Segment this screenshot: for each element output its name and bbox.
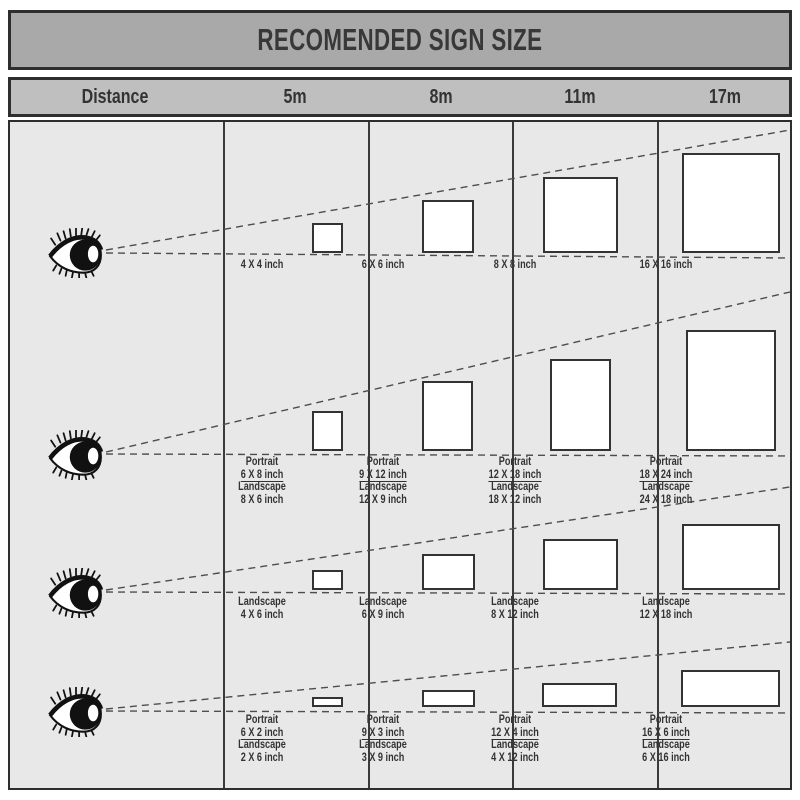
sign-square-5m	[312, 223, 343, 253]
col-header-11m: 11m	[564, 86, 596, 108]
sign-label: 16 X 16 inch	[639, 257, 693, 271]
sign-landscape-8m	[422, 554, 475, 590]
sign-label: Landscape 8 X 12 inch	[491, 594, 539, 621]
sign-label: 4 X 4 inch	[240, 257, 284, 271]
col-header-distance: Distance	[81, 86, 149, 108]
sign-banner-8m	[422, 690, 475, 707]
sign-label: Portrait 6 X 8 inch Landscape 8 X 6 inch	[238, 454, 286, 506]
diagram-body	[8, 120, 792, 790]
sign-portrait-5m	[312, 411, 343, 451]
title-bar	[8, 10, 792, 70]
sign-label: 6 X 6 inch	[361, 257, 405, 271]
sign-portrait-17m	[686, 330, 776, 451]
sign-landscape-5m	[312, 570, 343, 590]
col-header-5m: 5m	[283, 86, 307, 108]
sign-banner-11m	[542, 683, 617, 707]
col-header-17m: 17m	[708, 86, 742, 108]
sign-label: Portrait 16 X 6 inch Landscape 6 X 16 inch	[642, 712, 690, 764]
eye-icon-row3	[48, 568, 104, 618]
col-header-8m: 8m	[429, 86, 453, 108]
sign-portrait-8m	[422, 381, 473, 451]
sign-label: Landscape 12 X 18 inch	[639, 594, 693, 621]
sign-label: Landscape 4 X 6 inch	[238, 594, 286, 621]
sign-portrait-11m	[550, 359, 611, 451]
eye-icon-row1	[48, 228, 104, 278]
sign-label: Portrait 6 X 2 inch Landscape 2 X 6 inch	[238, 712, 286, 764]
sign-label: Portrait 9 X 3 inch Landscape 3 X 9 inch	[359, 712, 407, 764]
sign-label: 8 X 8 inch	[493, 257, 537, 271]
sign-label: Portrait 12 X 4 inch Landscape 4 X 12 inch	[491, 712, 539, 764]
sign-label: Landscape 6 X 9 inch	[359, 594, 407, 621]
sign-square-11m	[543, 177, 618, 253]
sign-label: Portrait 9 X 12 inch Landscape 12 X 9 inch	[359, 454, 407, 506]
sign-square-8m	[422, 200, 474, 253]
eye-icon-row4	[48, 687, 104, 737]
sign-square-17m	[682, 153, 780, 253]
sign-banner-17m	[681, 670, 780, 707]
sign-banner-5m	[312, 697, 343, 707]
column-header-bar	[8, 77, 792, 117]
sign-label: Portrait 12 X 18 inch Landscape 18 X 12 inch	[488, 454, 542, 506]
page-title: RECOMENDED SIGN SIZE	[257, 22, 543, 57]
eye-icon-row2	[48, 430, 104, 480]
sign-landscape-11m	[543, 539, 618, 590]
sign-label: Portrait 18 X 24 inch Landscape 24 X 18 inch	[639, 454, 693, 506]
sign-landscape-17m	[682, 524, 780, 590]
